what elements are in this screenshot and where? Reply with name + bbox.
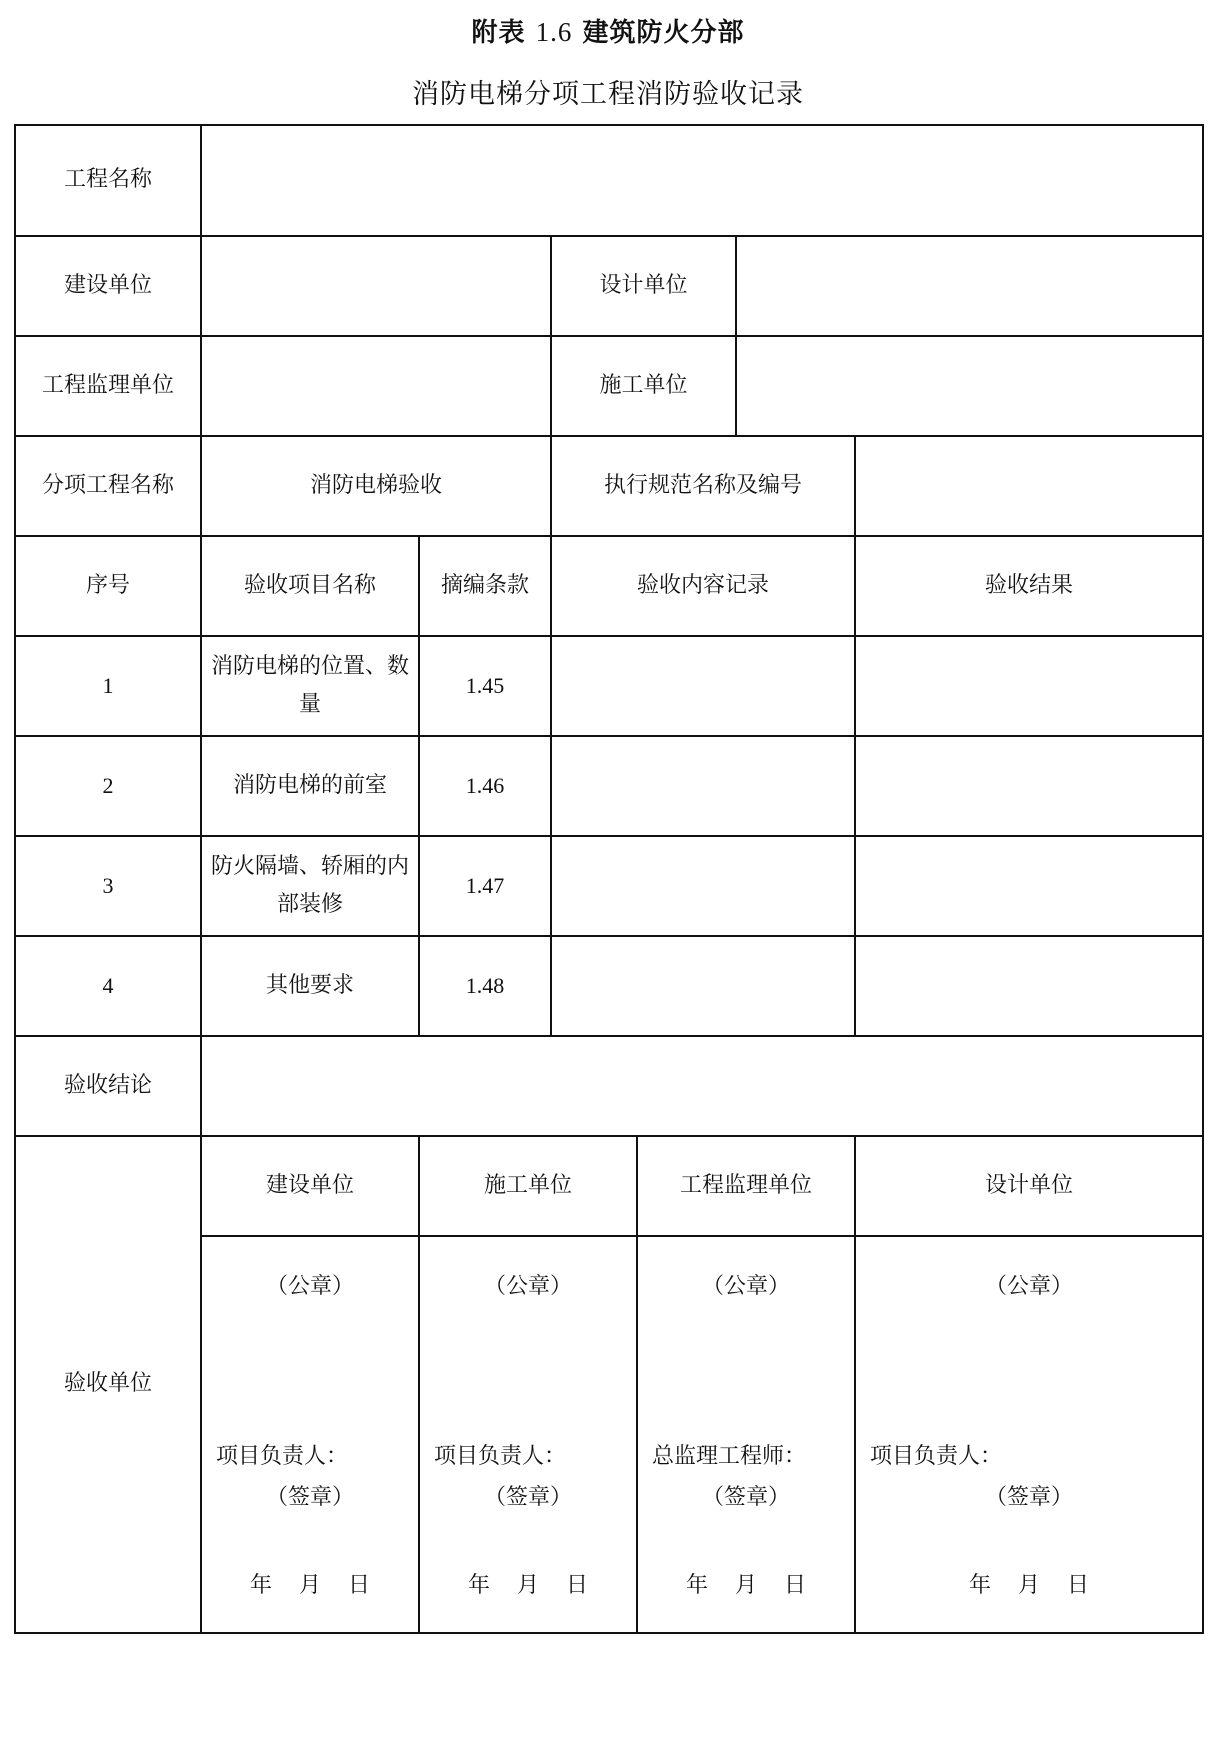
acceptance-record-table [14, 124, 1204, 1634]
row-result-field[interactable] [855, 736, 1203, 836]
supervisor-constructor-row [15, 336, 1203, 436]
conclusion-row [15, 1036, 1203, 1136]
supervisor-field[interactable] [201, 336, 551, 436]
designer-field[interactable] [736, 236, 1203, 336]
col-result: 验收结果 [855, 536, 1203, 636]
col-clause: 摘编条款 [419, 536, 551, 636]
row-seq: 1 [15, 636, 201, 736]
row-result-field[interactable] [855, 936, 1203, 1036]
row-clause: 1.48 [419, 936, 551, 1036]
official-seal-label: （公章） [985, 1274, 1074, 1299]
row-record-field[interactable] [551, 636, 855, 736]
row-item: 消防电梯的前室 [201, 736, 419, 836]
subproject-label: 分项工程名称 [15, 436, 201, 536]
signature-label: （签章） [265, 1485, 354, 1510]
unit-name: 施工单位 [419, 1136, 637, 1236]
title-section: 建筑防火分部 [582, 18, 745, 48]
date-line [420, 1567, 636, 1606]
row-result-field[interactable] [855, 636, 1203, 736]
signature-block-builder[interactable] [201, 1236, 419, 1633]
row-record-field[interactable] [551, 736, 855, 836]
row-record-field[interactable] [551, 936, 855, 1036]
date-line [856, 1567, 1202, 1606]
official-seal-label: （公章） [701, 1274, 790, 1299]
form-title-line2: 消防电梯分项工程消防验收记录 [412, 79, 804, 110]
day-label: 日 [1067, 1573, 1090, 1598]
conclusion-field[interactable] [201, 1036, 1203, 1136]
standard-label: 执行规范名称及编号 [551, 436, 855, 536]
responsible-person-label: 项目负责人： [870, 1444, 1003, 1469]
table-row [15, 636, 1203, 736]
row-record-field[interactable] [551, 836, 855, 936]
table-row [15, 936, 1203, 1036]
acceptance-label: 验收单位 [15, 1136, 201, 1633]
constructor-label: 施工单位 [551, 336, 736, 436]
subproject-row [15, 436, 1203, 536]
row-seq: 2 [15, 736, 201, 836]
row-seq: 4 [15, 936, 201, 1036]
row-item: 消防电梯的位置、数量 [201, 636, 419, 736]
form-title-line1 [0, 12, 1216, 49]
signature-block-constructor[interactable] [419, 1236, 637, 1633]
official-seal-label: （公章） [265, 1274, 354, 1299]
builder-label: 建设单位 [15, 236, 201, 336]
unit-name: 工程监理单位 [637, 1136, 855, 1236]
responsible-person-label: 项目负责人： [216, 1444, 349, 1469]
chief-supervisor-label: 总监理工程师： [652, 1444, 807, 1469]
signature-label: （签章） [985, 1485, 1074, 1510]
signature-block-designer[interactable] [855, 1236, 1203, 1633]
year-label: 年 [685, 1573, 708, 1598]
year-label: 年 [467, 1573, 490, 1598]
row-seq: 3 [15, 836, 201, 936]
acceptance-units-header-row [15, 1136, 1203, 1236]
table-row [15, 836, 1203, 936]
constructor-field[interactable] [736, 336, 1203, 436]
year-label: 年 [968, 1573, 991, 1598]
date-line [638, 1567, 854, 1606]
builder-designer-row [15, 236, 1203, 336]
subproject-value: 消防电梯验收 [201, 436, 551, 536]
title-prefix: 附表 [471, 18, 526, 48]
table-row [15, 736, 1203, 836]
row-item: 其他要求 [201, 936, 419, 1036]
standard-field[interactable] [855, 436, 1203, 536]
day-label: 日 [348, 1573, 371, 1598]
row-result-field[interactable] [855, 836, 1203, 936]
row-item: 防火隔墙、轿厢的内部装修 [201, 836, 419, 936]
row-clause: 1.46 [419, 736, 551, 836]
signature-block-supervisor[interactable] [637, 1236, 855, 1633]
month-label: 月 [298, 1573, 321, 1598]
year-label: 年 [249, 1573, 272, 1598]
col-record: 验收内容记录 [551, 536, 855, 636]
month-label: 月 [516, 1573, 539, 1598]
day-label: 日 [784, 1573, 807, 1598]
supervisor-label: 工程监理单位 [15, 336, 201, 436]
project-name-field[interactable] [201, 125, 1203, 236]
conclusion-label: 验收结论 [15, 1036, 201, 1136]
signature-label: （签章） [701, 1485, 790, 1510]
row-clause: 1.47 [419, 836, 551, 936]
col-seq: 序号 [15, 536, 201, 636]
unit-name: 设计单位 [855, 1136, 1203, 1236]
responsible-person-label: 项目负责人： [434, 1444, 567, 1469]
title-number: 1.6 [535, 17, 573, 47]
month-label: 月 [734, 1573, 757, 1598]
signature-label: （签章） [483, 1485, 572, 1510]
project-name-row [15, 125, 1203, 236]
day-label: 日 [566, 1573, 589, 1598]
project-name-label: 工程名称 [15, 125, 201, 236]
column-header-row [15, 536, 1203, 636]
unit-name: 建设单位 [201, 1136, 419, 1236]
builder-field[interactable] [201, 236, 551, 336]
date-line [202, 1567, 418, 1606]
official-seal-label: （公章） [483, 1274, 572, 1299]
designer-label: 设计单位 [551, 236, 736, 336]
month-label: 月 [1018, 1573, 1041, 1598]
row-clause: 1.45 [419, 636, 551, 736]
col-item: 验收项目名称 [201, 536, 419, 636]
